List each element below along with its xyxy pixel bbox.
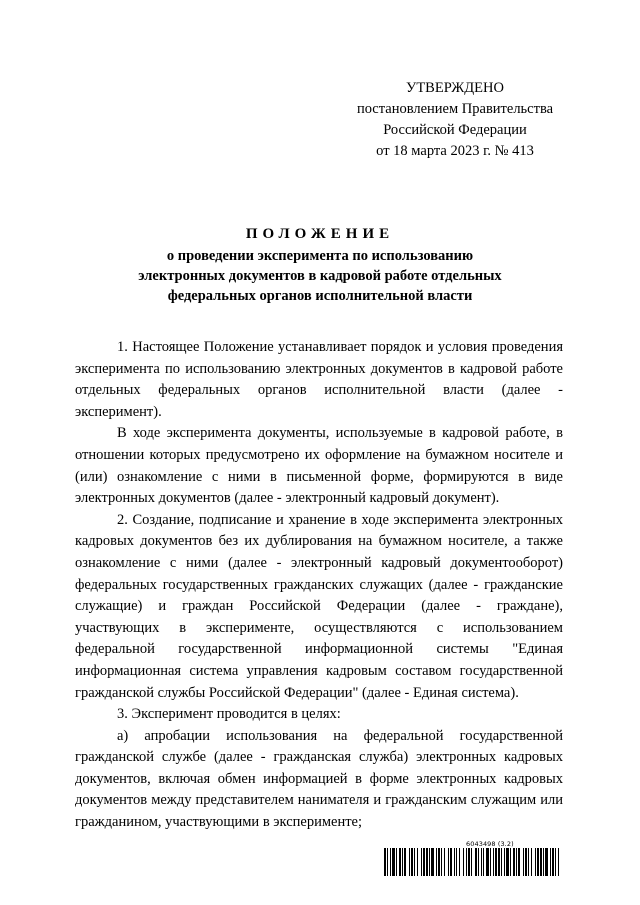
barcode-label: 6043498 (3.2) — [466, 840, 514, 848]
subtitle-line: федеральных органов исполнительной власти — [167, 288, 473, 304]
approval-heading: УТВЕРЖДЕНО — [406, 80, 504, 96]
paragraph: 3. Эксперимент проводится в целях: — [117, 706, 341, 723]
paragraph: а) апробации использования на федеральной государственной гражданской службе (далее - гражданская служба) электронных кадровых документов, включая обмен информацией в форме электронных кадровых документов между представителем нанимателя и гражданским служащим или гражданином, участвующими в эксперименте; — [75, 727, 563, 831]
approval-block — [300, 78, 610, 162]
paragraph: 2. Создание, подписание и хранение в ходе эксперимента электронных кадровых документов без их дублирования на бумажном носителе, а также ознакомление с ними (далее - электронный кадровый документооборот) федеральных государственных гражданских служащих (далее - гражданские служащие) и граждан Российской Федерации (далее - граждане), участвующих в эксперименте, осуществляются с использованием федеральной государственной информационной системы "Единая информационная система управления кадровым составом государственной гражданской службы Российской Федерации" (далее - Единая система). — [75, 511, 563, 701]
paragraph: В ходе эксперимента документы, используемые в кадровой работе, в отношении которых предусмотрено их оформление на бумажном носителе и (или) ознакомление с ними в письменной форме, формируются в виде электронных документов (далее - электронный кадровый документ). — [75, 425, 563, 507]
paragraph: 1. Настоящее Положение устанавливает порядок и условия проведения эксперимента по использованию электронных документов в кадровой работе отдельных федеральных органов исполнительной власти (далее - эксперимент). — [75, 339, 563, 420]
subtitle-line: о проведении эксперимента по использованию — [166, 248, 474, 264]
document-subtitle — [80, 246, 560, 306]
approval-date: от 18 марта 2023 г. № 413 — [376, 143, 534, 159]
approval-line: Российской Федерации — [383, 122, 527, 138]
document-body — [75, 337, 563, 834]
document-title: ПОЛОЖЕНИЕ — [245, 226, 395, 242]
subtitle-line: электронных документов в кадровой работе отдельных — [138, 268, 502, 284]
barcode-image — [384, 848, 562, 876]
approval-line: постановлением Правительства — [356, 101, 554, 117]
